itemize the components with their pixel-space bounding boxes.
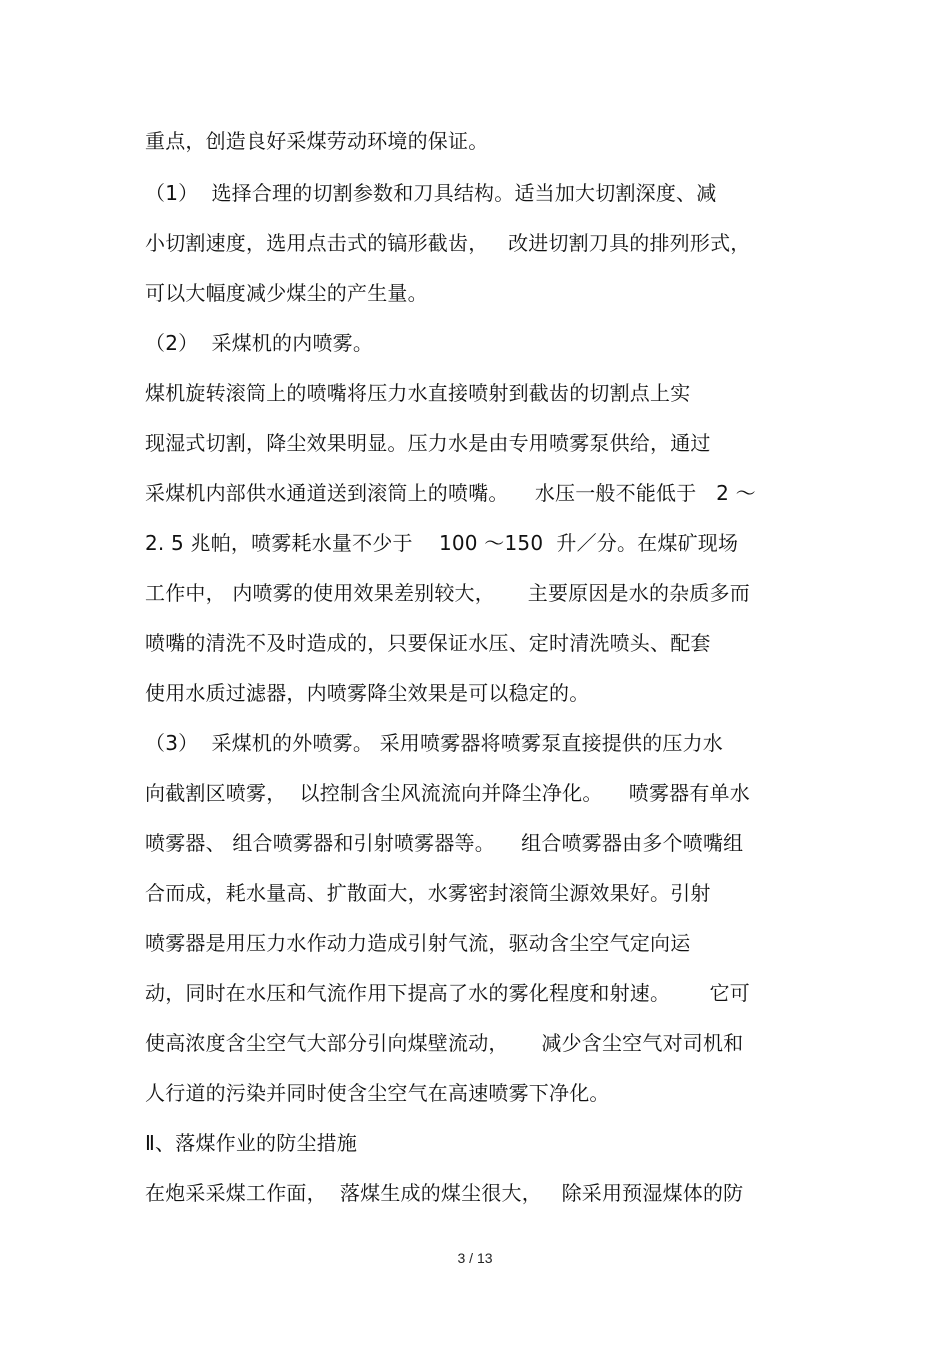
- text-line: 可以大幅度减少煤尘的产生量。: [145, 281, 428, 305]
- text-line: 在炮采采煤工作面， 落煤生成的煤尘很大， 除采用预湿煤体的防: [145, 1181, 744, 1205]
- text-line: 喷嘴的清洗不及时造成的，只要保证水压、定时清洗喷头、配套: [145, 631, 711, 655]
- text-line: 2. 5 兆帕，喷雾耗水量不少于 100 ～150 升／分。在煤矿现场: [145, 531, 739, 555]
- text-line: （3） 采煤机的外喷雾。 采用喷雾器将喷雾泵直接提供的压力水: [145, 731, 723, 755]
- text-line: （1） 选择合理的切割参数和刀具结构。适当加大切割深度、减: [145, 181, 717, 205]
- text-line: 小切割速度，选用点击式的镐形截齿， 改进切割刀具的排列形式，: [145, 231, 751, 255]
- text-line: 合而成，耗水量高、扩散面大，水雾密封滚筒尘源效果好。引射: [145, 881, 711, 905]
- text-line: 使用水质过滤器，内喷雾降尘效果是可以稳定的。: [145, 681, 590, 705]
- text-line: （2） 采煤机的内喷雾。: [145, 331, 374, 355]
- text-line: 采煤机内部供水通道送到滚筒上的喷嘴。 水压一般不能低于 2 ～: [145, 481, 756, 505]
- text-line: 使高浓度含尘空气大部分引向煤壁流动， 减少含尘空气对司机和: [145, 1031, 744, 1055]
- text-line: 人行道的污染并同时使含尘空气在高速喷雾下净化。: [145, 1081, 610, 1105]
- text-line: 现湿式切割，降尘效果明显。压力水是由专用喷雾泵供给，通过: [145, 431, 711, 455]
- text-line: 重点，创造良好采煤劳动环境的保证。: [145, 129, 489, 153]
- text-line: 动，同时在水压和气流作用下提高了水的雾化程度和射速。 它可: [145, 981, 750, 1005]
- text-line: 喷雾器、 组合喷雾器和引射喷雾器等。 组合喷雾器由多个喷嘴组: [145, 831, 744, 855]
- text-line: 工作中， 内喷雾的使用效果差别较大， 主要原因是水的杂质多而: [145, 581, 750, 605]
- page-number: 3 / 13: [457, 1250, 493, 1266]
- text-line: 喷雾器是用压力水作动力造成引射气流，驱动含尘空气定向运: [145, 931, 691, 955]
- text-line: 向截割区喷雾， 以控制含尘风流流向并降尘净化。 喷雾器有单水: [145, 781, 750, 805]
- text-line: 煤机旋转滚筒上的喷嘴将压力水直接喷射到截齿的切割点上实: [145, 381, 691, 405]
- section-heading: Ⅱ、落煤作业的防尘措施: [145, 1131, 358, 1155]
